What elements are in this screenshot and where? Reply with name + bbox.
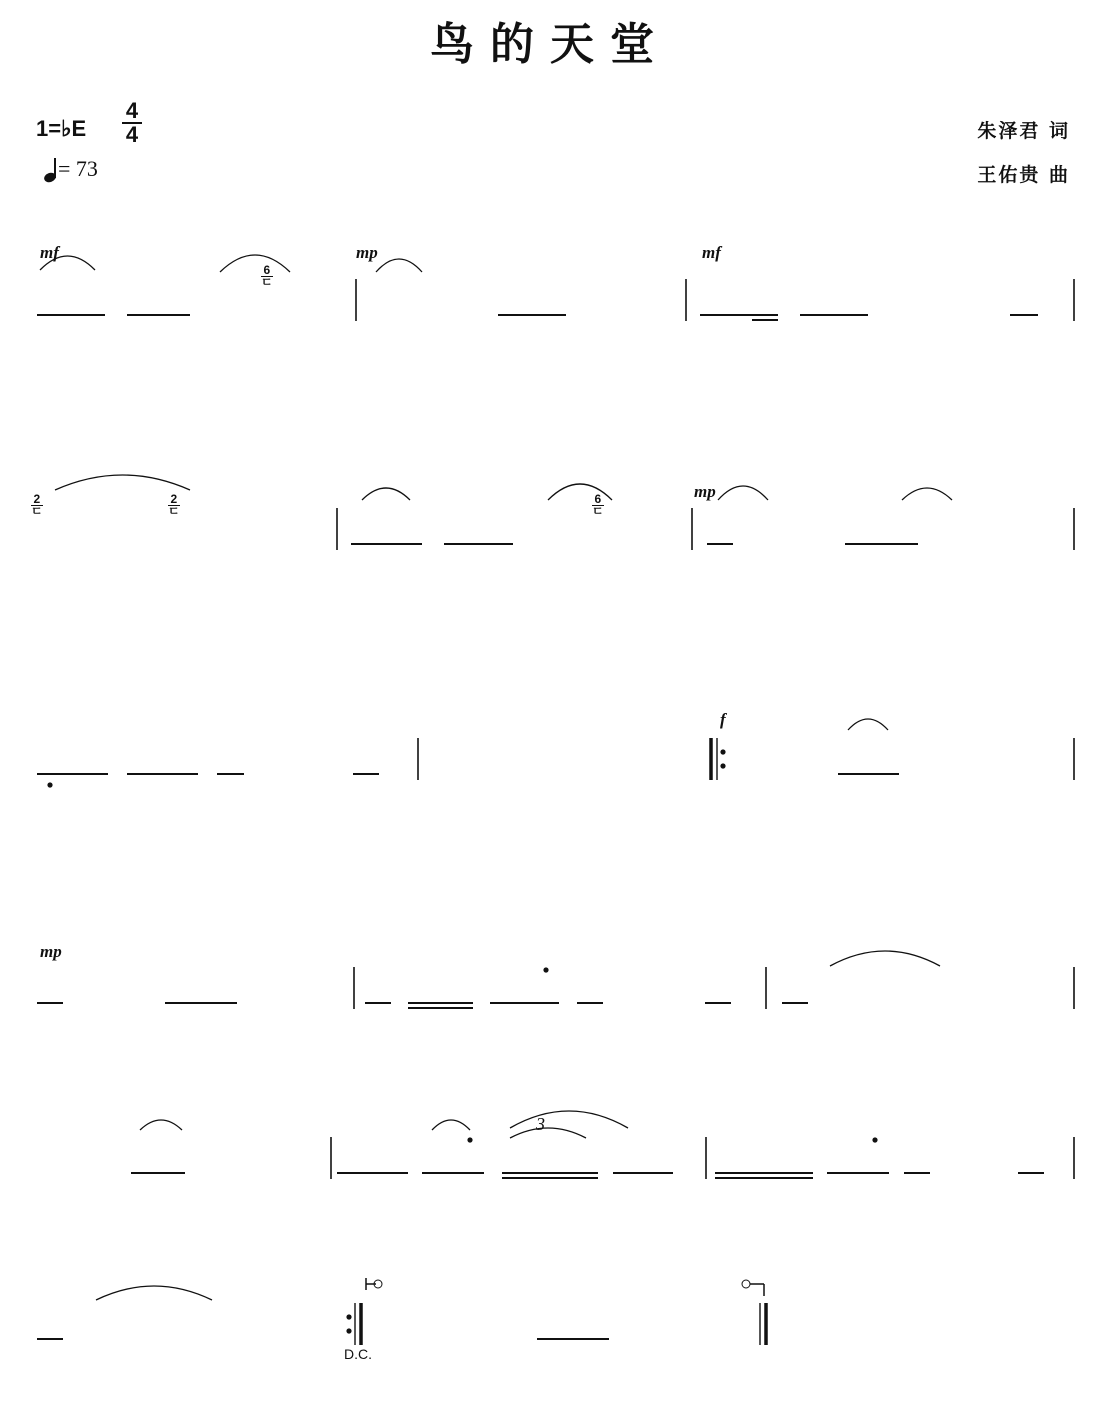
grace-note: 2 ㄷ <box>168 492 180 518</box>
high-octave-dot <box>467 1137 472 1142</box>
dynamic-mark: f <box>720 710 726 729</box>
time-signature <box>122 100 142 146</box>
low-octave-dot <box>47 782 52 787</box>
key-signature: 1=♭E <box>36 116 87 141</box>
composer-credit: 王佑贵 曲 <box>977 164 1070 186</box>
slur <box>55 475 190 490</box>
grace-note: 2 ㄷ <box>31 492 43 518</box>
repeat-dot <box>346 1328 351 1333</box>
slur <box>848 719 888 730</box>
slur <box>432 1120 470 1130</box>
tempo-value: = 73 <box>58 156 98 181</box>
slur <box>718 486 768 500</box>
slur <box>220 255 290 272</box>
slur <box>96 1286 212 1300</box>
slur <box>830 951 940 966</box>
high-octave-dot <box>872 1137 877 1142</box>
slur <box>510 1128 586 1138</box>
repeat-dot <box>720 763 725 768</box>
quarter-note-icon <box>44 158 58 182</box>
repeat-dot <box>346 1314 351 1319</box>
fine-circle-icon <box>374 1280 382 1288</box>
song-title: 鸟的天堂 <box>430 19 670 70</box>
slur <box>902 488 952 500</box>
dynamic-mark: mp <box>356 243 378 262</box>
grace-note: 6 ㄷ <box>261 263 273 289</box>
tempo-marking <box>44 156 98 182</box>
triplet-mark: 3 <box>536 1114 545 1134</box>
high-octave-dot <box>543 967 548 972</box>
fine-circle-icon <box>742 1280 750 1288</box>
slur <box>362 488 410 500</box>
dynamic-mark: mp <box>694 482 716 501</box>
da-capo-mark: D.C. <box>344 1346 372 1362</box>
dynamic-mark: mf <box>40 243 59 262</box>
time-sig-bottom: 4 <box>122 122 142 146</box>
slur <box>510 1111 628 1128</box>
lyricist-credit: 朱泽君 词 <box>977 120 1070 142</box>
grace-note: 6 ㄷ <box>592 492 604 518</box>
repeat-dot <box>720 749 725 754</box>
slur <box>140 1120 182 1130</box>
dynamic-mark: mf <box>702 243 721 262</box>
time-sig-top: 4 <box>125 98 139 123</box>
slur <box>376 259 422 272</box>
dynamic-mark: mp <box>40 942 62 961</box>
